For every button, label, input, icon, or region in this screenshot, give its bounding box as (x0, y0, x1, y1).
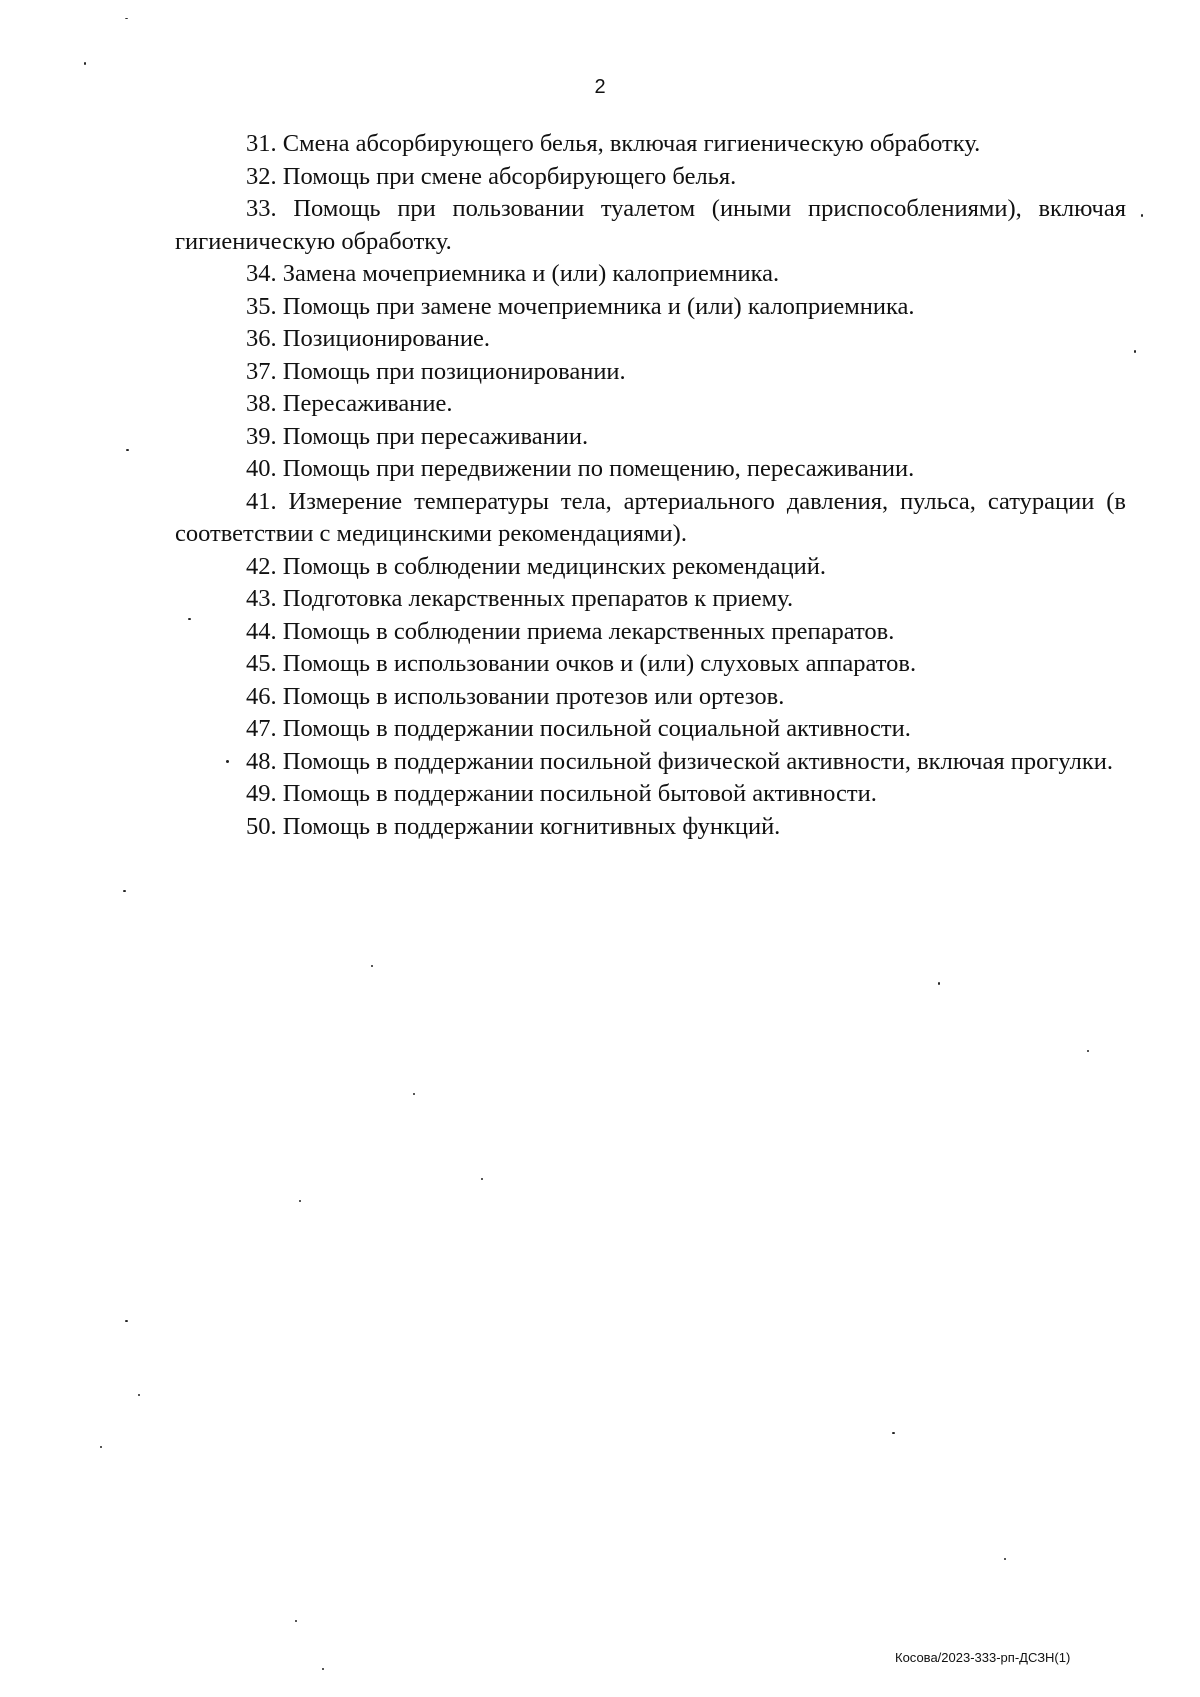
list-item: 35. Помощь при замене мочеприемника и (или) калоприемника. (246, 292, 915, 320)
scan-speck (1141, 214, 1143, 217)
document-reference-code: Косова/2023-333-рп-ДСЗН(1) (895, 1650, 1071, 1665)
page-number: 2 (594, 76, 606, 98)
scan-speck (100, 1446, 102, 1448)
list-item: 49. Помощь в поддержании посильной бытовой активности. (246, 780, 877, 807)
list-item: 46. Помощь в использовании протезов или ортезов. (246, 682, 785, 710)
scan-speck (125, 18, 128, 19)
list-item: 36. Позиционирование. (246, 325, 491, 352)
list-item: 41. Измерение температуры тела, артериального давления, пульса, сатурации (в соответствии с медицинскими рекомендациями). (175, 487, 1126, 547)
list-item: 39. Помощь при пересаживании. (246, 422, 589, 450)
scan-speck (413, 1093, 415, 1095)
list-item: 34. Замена мочеприемника и (или) калоприемника. (246, 260, 780, 287)
list-item: 38. Пересаживание. (246, 390, 453, 417)
list-item: 32. Помощь при смене абсорбирующего белья. (246, 162, 737, 190)
list-item: 31. Смена абсорбирующего белья, включая гигиеническую обработку. (246, 130, 981, 157)
scan-speck (1004, 1558, 1006, 1560)
scan-speck (123, 890, 126, 892)
numbered-list (175, 128, 1126, 843)
scan-speck (1087, 1050, 1089, 1052)
scan-speck (125, 1320, 128, 1322)
scan-speck (892, 1432, 895, 1434)
list-item: 48. Помощь в поддержании посильной физической активности, включая прогулки. (246, 747, 1113, 775)
scan-speck (84, 62, 86, 65)
list-item: 37. Помощь при позиционировании. (246, 357, 626, 385)
scan-speck (295, 1620, 297, 1622)
scan-speck (1134, 350, 1136, 353)
scan-speck (322, 1668, 324, 1670)
scan-speck (371, 965, 373, 967)
scan-speck (138, 1394, 140, 1396)
list-item: 47. Помощь в поддержании посильной социальной активности. (246, 715, 911, 742)
scan-speck (126, 449, 129, 451)
scan-speck (481, 1178, 483, 1180)
scan-speck (299, 1200, 301, 1202)
scan-speck (188, 618, 191, 620)
list-item: 40. Помощь при передвижении по помещению, пересаживании. (246, 455, 915, 482)
list-item: 42. Помощь в соблюдении медицинских рекомендаций. (246, 552, 826, 580)
list-item: 33. Помощь при пользовании туалетом (иными приспособлениями), включая гигиеническую обработку. (175, 195, 1126, 255)
list-item: 45. Помощь в использовании очков и (или) слуховых аппаратов. (246, 650, 917, 677)
list-item: 43. Подготовка лекарственных препаратов к приему. (246, 585, 794, 612)
scan-speck (226, 760, 229, 763)
list-item: 44. Помощь в соблюдении приема лекарственных препаратов. (246, 617, 895, 645)
scan-speck (938, 982, 940, 985)
list-item: 50. Помощь в поддержании когнитивных функций. (246, 812, 781, 840)
